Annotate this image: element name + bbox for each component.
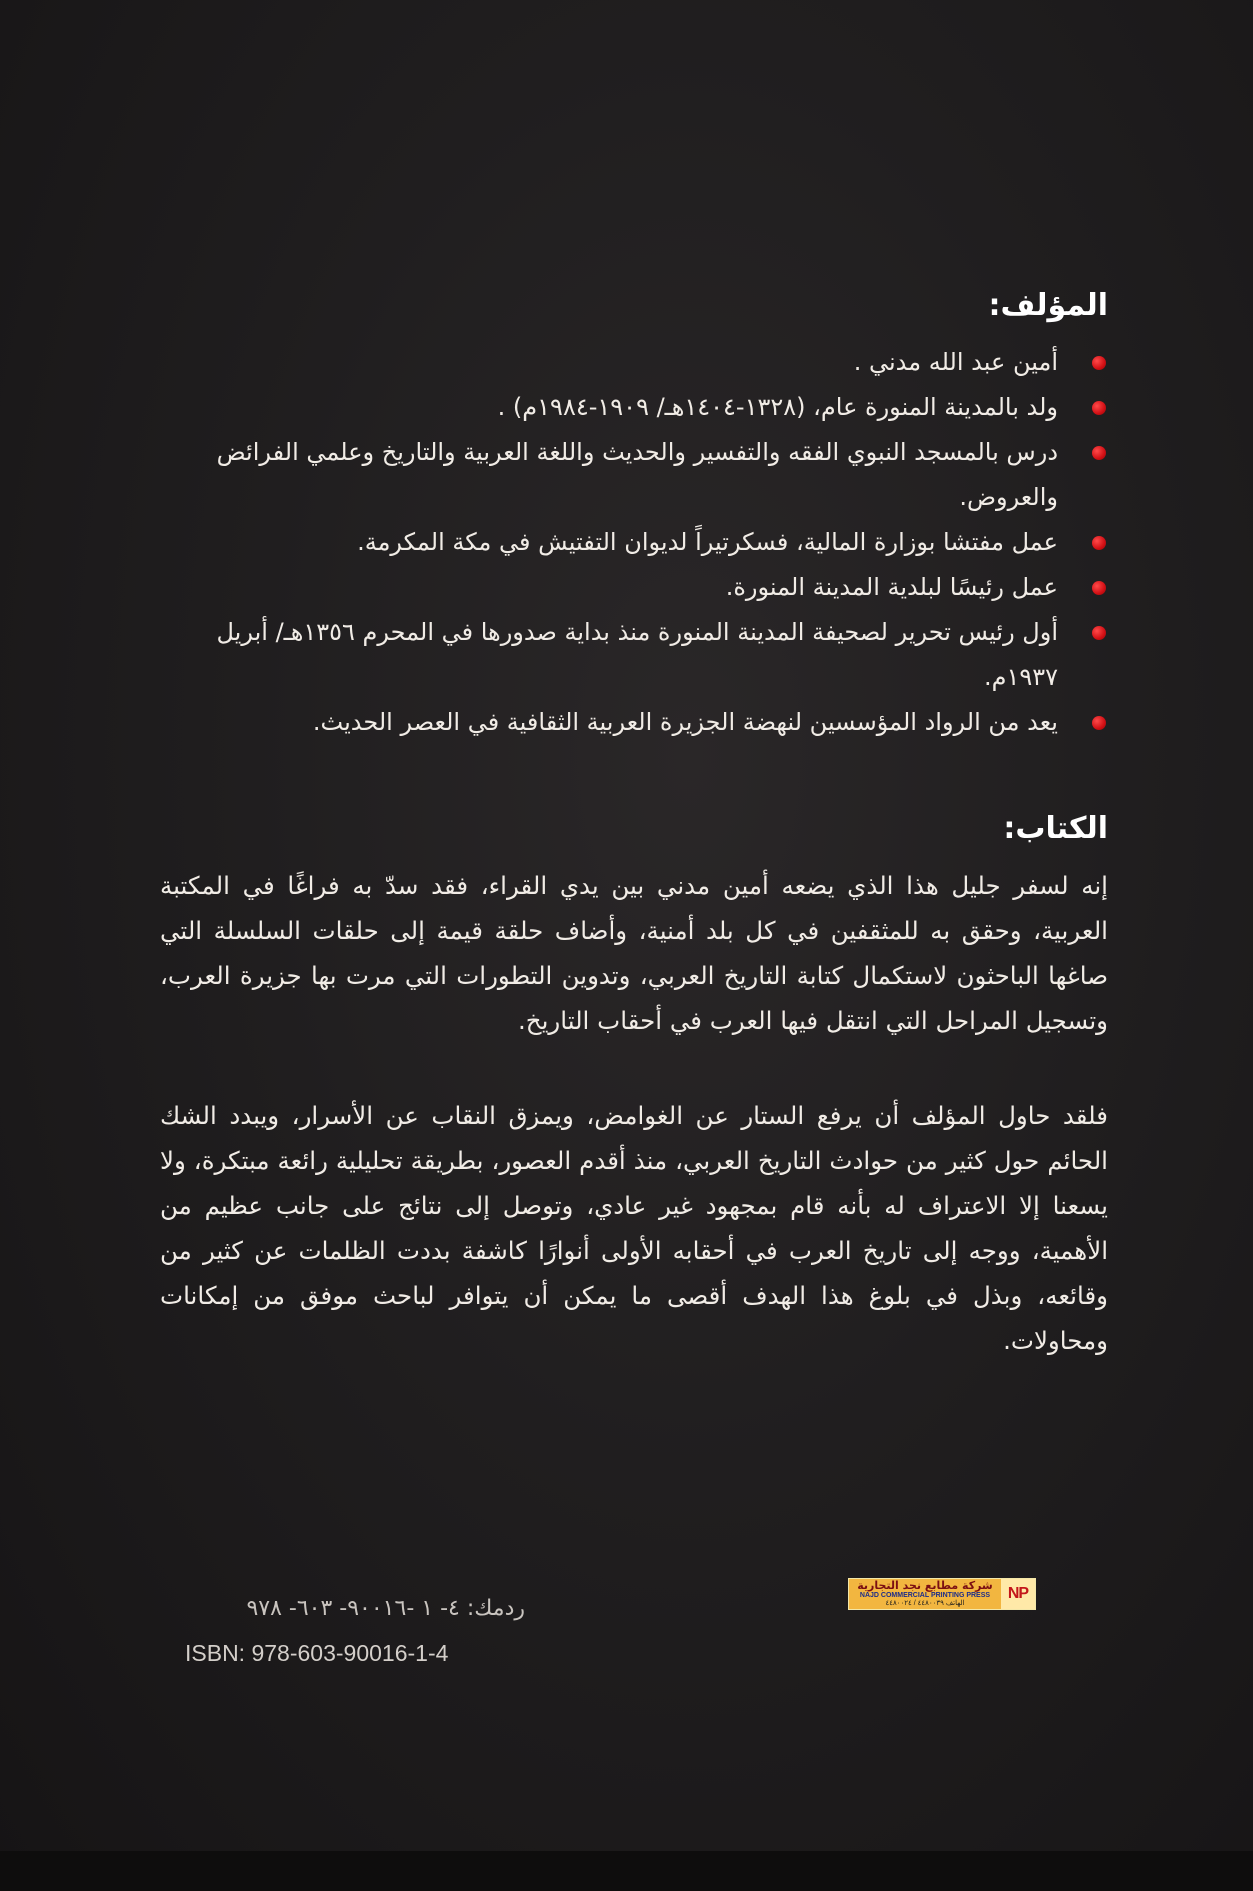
author-bullet-text: عمل مفتشا بوزارة المالية، فسكرتيراً لديوان التفتيش في مكة المكرمة. (357, 528, 1058, 556)
book-section-title: الكتاب: (1003, 811, 1108, 846)
author-section-title: المؤلف: (988, 288, 1108, 323)
author-bullet-item (160, 520, 1108, 565)
cover-text-block (160, 282, 1108, 1363)
printer-phone: الهاتف ٤٤٨٠٠٣٩ / ٤٤٨٠٠٢٤ (885, 1600, 965, 1607)
red-bullet-icon (1092, 716, 1106, 730)
author-bullet-item (160, 610, 1108, 700)
isbn-arabic: ردمك: ٤- ١ -٩٠٠١٦- ٦٠٣- ٩٧٨ (246, 1596, 525, 1621)
printer-logo (848, 1578, 1036, 1610)
book-section (160, 805, 1108, 1363)
printer-name-english: NAJD COMMERCIAL PRINTING PRESS (859, 1592, 991, 1599)
printer-mark-icon: NP (1001, 1579, 1035, 1609)
printer-name-arabic: شركة مطابع نجد التجارية (857, 1579, 993, 1592)
book-paragraph: إنه لسفر جليل هذا الذي يضعه أمين مدني بين يدي القراء، فقد سدّ به فراغًا في المكتبة العربية، وحقق به للمثقفين في كل بلد أمنية، وأضاف حلقة قيمة إلى حلقات السلسلة التي صاغها الباحثون لاستكمال كتابة التاريخ العربي، وتدوين التطورات التي مرت بها جزيرة العرب، وتسجيل المراحل التي انتقل فيها العرب في أحقاب التاريخ. (160, 871, 1108, 1035)
red-bullet-icon (1092, 626, 1106, 640)
author-section (160, 282, 1108, 745)
author-bullet-text: ولد بالمدينة المنورة عام، (١٣٢٨-١٤٠٤هـ/ ١٩٠٩-١٩٨٤م) . (497, 393, 1058, 421)
red-bullet-icon (1092, 356, 1106, 370)
author-bullet-text: أمين عبد الله مدني . (853, 348, 1058, 376)
author-bullet-list (160, 340, 1108, 745)
author-bullet-item (160, 700, 1108, 745)
author-bullet-text: أول رئيس تحرير لصحيفة المدينة المنورة منذ بداية صدورها في المحرم ١٣٥٦هـ/ أبريل ١٩٣٧م. (216, 618, 1058, 691)
book-paragraph: فلقد حاول المؤلف أن يرفع الستار عن الغوامض، ويمزق النقاب عن الأسرار، ويبدد الشك الحائم حول كثير من حوادث التاريخ العربي، منذ أقدم العصور، بطريقة تحليلية رائعة مبتكرة، ولا يسعنا إلا الاعتراف له بأنه قام بمجهود غير عادي، وتوصل إلى نتائج على جانب عظيم من الأهمية، ووجه إلى تاريخ العرب في أحقابه الأولى أنوارًا كاشفة بددت الظلمات عن كثير من وقائعه، وبذل في بلوغ هذا الهدف أقصى ما يمكن أن يتوافر لباحث موفق من إمكانات ومحاولات. (160, 1101, 1108, 1355)
red-bullet-icon (1092, 401, 1106, 415)
author-bullet-text: عمل رئيسًا لبلدية المدينة المنورة. (725, 573, 1058, 601)
red-bullet-icon (1092, 536, 1106, 550)
isbn-block (165, 1592, 525, 1667)
red-bullet-icon (1092, 446, 1106, 460)
printer-logo-text (849, 1579, 1001, 1609)
author-bullet-item (160, 430, 1108, 520)
author-bullet-text: درس بالمسجد النبوي الفقه والتفسير والحديث واللغة العربية والتاريخ وعلمي الفرائض والعروض. (216, 438, 1058, 511)
red-bullet-icon (1092, 581, 1106, 595)
bottom-edge-strip (0, 1851, 1253, 1891)
isbn-english: ISBN: 978-603-90016-1-4 (185, 1640, 449, 1666)
author-bullet-item (160, 385, 1108, 430)
author-bullet-text: يعد من الرواد المؤسسين لنهضة الجزيرة العربية الثقافية في العصر الحديث. (312, 708, 1058, 736)
author-bullet-item (160, 565, 1108, 610)
author-bullet-item (160, 340, 1108, 385)
